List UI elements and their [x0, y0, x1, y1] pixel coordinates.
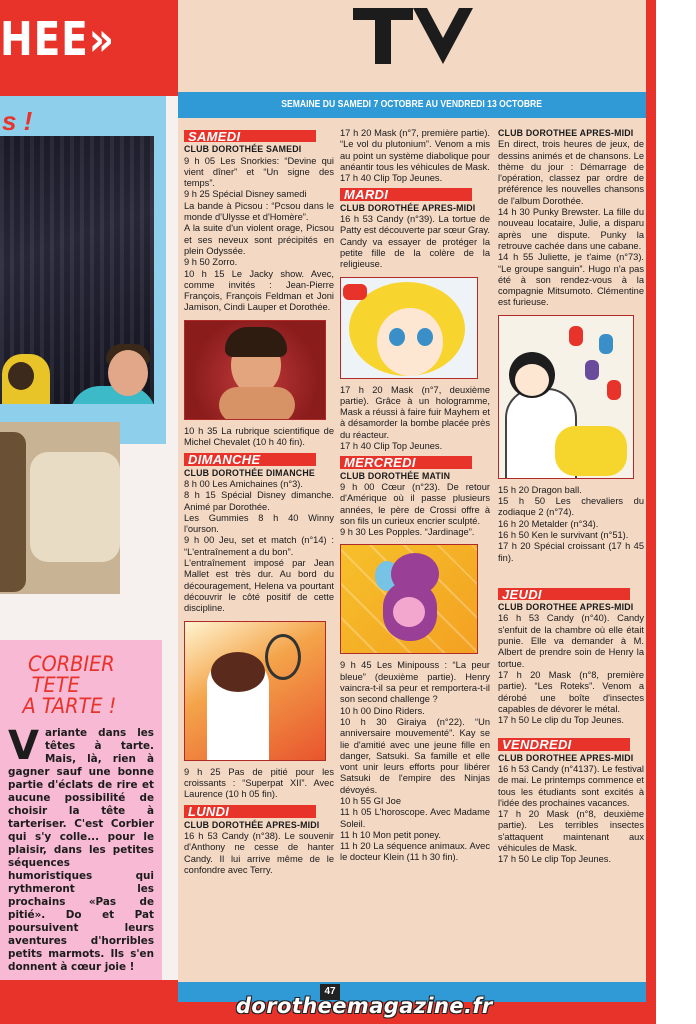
listing-item: 9 h 25 Spécial Disney samedi [184, 189, 307, 200]
listing-item: 10 h 15 Le Jacky show. Avec, comme invités : Jean-Pierre François, François Feldman et Joni Jamison, Cindi Lauper et Dorothée. [184, 268, 334, 313]
listing-item: 11 h 20 La séquence animaux. Avec le docteur Klein (11 h 30 fin). [340, 841, 490, 863]
listing-item: 17 h 50 Le clip du Top Jeunes. [498, 715, 624, 726]
listing-item: En direct, trois heures de jeux, de dessins animés et de chansons. Le thème du jour : Démarrage de l'opération, classez par ordre de préférence les nouvelles chansons de l'album Dorothée. [498, 139, 644, 206]
listing-item: 17 h 20 Mask (n°7, première partie). “Le vol du plutonium”. Venom a mis au point un système diabolique pour anéantir tous les véhicules de Mask. [340, 128, 490, 172]
club-title: CLUB DOROTHÉE MATIN [340, 470, 451, 481]
blue-article-fragment: s ! [2, 106, 33, 136]
tv-logo-icon [353, 8, 473, 64]
page-number: 47 [320, 984, 340, 1000]
club-title: CLUB DOROTHEE APRES-MIDI [498, 752, 634, 763]
listing-item: 10 h 30 Giraiya (n°22). “Un anniversaire mouvementé”. Kay se lie d'amitié avec une jeune fille en danger, Satsuki. Sa famille et elle vont unir leurs efforts pour libérer Satsuki de l'empire des Ninjas dévoyés. [340, 716, 490, 795]
listing-item: 16 h 53 Candy (n°4137). Le festival de mai. Le printemps commence et tous les étudiants sont excités à l'idée des prochaines vacances. [498, 763, 644, 808]
week-banner: SEMAINE DU SAMEDI 7 OCTOBRE AU VENDREDI 13 OCTOBRE [178, 92, 646, 118]
right-red-border [646, 0, 656, 1024]
popples-image [340, 544, 478, 654]
scientist-photo [184, 320, 326, 420]
tv-listings-page [178, 0, 646, 1024]
listing-item: A la suite d'un violent orage, Picsou et ses neveux sont précipités en plein Odyssée. [184, 223, 334, 256]
tennis-anime-image [184, 621, 326, 761]
listing-item: 16 h 53 Candy (n°40). Candy s'enfuit de la chambre où elle était punie. Elle va demander à M. Albert de prendre soin de Henry la tortue. [498, 613, 644, 669]
club-title: CLUB DOROTHÉE SAMEDI [184, 144, 302, 155]
listing-item: 9 h 00 Jeu, set et match (n°14) : “L'entraînement a du bon”. [184, 535, 334, 557]
listing-item: 9 h 45 Les Minipouss : “La peur bleue” (deuxième partie). Henry vaincra-t-il sa peur et remportera-t-il son second challenge ? [340, 660, 490, 705]
day-header-samedi: SAMEDI [184, 130, 316, 142]
listing-item: 8 h 00 Les Amichaines (n°3). [184, 478, 303, 489]
club-title: CLUB DOROTHEE APRES-MIDI [498, 602, 634, 613]
day-header-vendredi: VENDREDI [498, 738, 630, 750]
day-header-dimanche: DIMANCHE [184, 453, 316, 465]
listing-item: 17 h 20 Mask (n°8, deuxième partie). Les terribles insectes s'attaquent maintenant aux véhicules de Mask. [498, 809, 644, 854]
corbier-sidebar [0, 640, 162, 980]
listing-item: 17 h 40 Clip Top Jeunes. [340, 441, 443, 452]
previous-page-title: HEE» [0, 12, 115, 66]
listing-item: 9 h 05 Les Snorkies: “Devine qui vient dîner” et “Un signe des temps”. [184, 155, 334, 189]
listing-item: 15 h 20 Dragon ball. [498, 484, 582, 495]
column-2 [340, 128, 490, 864]
listing-item: 11 h 10 Mon petit poney. [340, 829, 441, 840]
day-header-mardi: MARDI [340, 188, 472, 200]
listing-item: 14 h 30 Punky Brewster. La fille du nouveau locataire, Julie, a disparu après une dispute. Punky la retrouve cachée dans une cabane. [498, 207, 644, 251]
day-header-lundi: LUNDI [184, 805, 316, 817]
listing-item: 10 h 35 La rubrique scientifique de Michel Chevalet (10 h 40 fin). [184, 425, 334, 448]
candy-anime-image [340, 277, 478, 379]
listing-item: L'entraînement imposé par Jean Mallet est très dur. Au bord du découragement, Helena va pourtant découvrir le côté positif de cette discipline. [184, 558, 334, 614]
column-1 [184, 128, 334, 876]
listing-item: 9 h 00 Cœur (n°23). De retour d'Amérique où il passe plusieurs années, le père de Crossi offre à son fils un curieux encrier sculpté. [340, 481, 490, 526]
listing-item: 16 h 53 Candy (n°38). Le souvenir d'Anthony ne cesse de hanter Candy. Il lui arrive même de le confondre avec Terry. [184, 830, 334, 875]
studio-photo [0, 136, 154, 404]
couch-photo [0, 422, 120, 594]
listing-item: La bande à Picsou : “Pcsou dans le monde d'Ulysse et d'Homère”. [184, 200, 334, 223]
corbier-title: CORBIER TETE A TARTE ! [22, 652, 117, 718]
listing-item: 9 h 25 Pas de pitié pour les croissants : “Superpat XII”. Avec Laurence (10 h 05 fin). [184, 766, 334, 800]
day-header-mercredi: MERCREDI [340, 456, 472, 468]
previous-page-title-band [0, 0, 178, 96]
listing-item: 9 h 50 Zorro. [184, 257, 238, 268]
club-title: CLUB DOROTHÉE APRES-MIDI [340, 202, 476, 213]
listing-item: 11 h 05 L'horoscope. Avec Madame Soleil. [340, 807, 490, 829]
watermark: dorotheemagazine.fr [236, 994, 493, 1018]
listing-item: 16 h 53 Candy (n°39). La tortue de Patty est découverte par sœur Gray. Candy va essayer de protéger la petite fille de la colère de la religieuse. [340, 214, 490, 270]
listing-item: 17 h 40 Clip Top Jeunes. [340, 173, 443, 184]
footer-red-left [0, 980, 178, 1024]
club-title: CLUB DOROTHÉE DIMANCHE [184, 467, 315, 478]
listing-item: 16 h 50 Ken le survivant (n°51). [498, 529, 629, 540]
listing-item: 10 h 00 Dino Riders. [340, 705, 425, 716]
listing-item: 9 h 30 Les Popples. “Jardinage”. [340, 527, 475, 538]
listing-item: 17 h 50 Le clip Top Jeunes. [498, 854, 612, 865]
listing-item: 17 h 20 Mask (n°7, deuxième partie). Grâce à un hologramme, Mask a réussi à faire fuir Mayhem et à désamorder la bombe placée près du réacteur. [340, 384, 490, 440]
listing-item: 17 h 20 Spécial croissant (17 h 45 fin). [498, 541, 644, 563]
listing-item: 14 h 55 Juliette, je t'aime (n°73). “Le groupe sanguin”. Hugo n'a pas été à son rendez-vous à la compagnie Mitsumoto. Clémentine est furieuse. [498, 252, 644, 308]
club-title: CLUB DOROTHÉE APRES-MIDI [184, 819, 320, 830]
listing-item: 8 h 15 Spécial Disney dimanche. Animé par Dorothée. [184, 490, 334, 512]
listing-item: 15 h 50 Les chevaliers du zodiaque 2 (n°74). [498, 496, 644, 518]
column-3 [498, 128, 644, 866]
listing-item: 10 h 55 GI Joe [340, 795, 401, 806]
club-title: CLUB DOROTHEE APRES-MIDI [498, 128, 634, 138]
corbier-body: Variante dans les têtes à tarte. Mais, là, rien à gagner sauf une bonne partie d'éclats de rire et aucune possibilité de choisir la tête à tarteriser. C'est Corbier qui s'y colle... pour le plaisir, dans les petites séquences humoristiques qui rythmeront les prochains «Pas de pitié». Do et Pat poursuivent leurs aventures d'horribles petits marmots. Ils s'en donnent à cœur joie ! [8, 723, 154, 973]
day-header-jeudi: JEUDI [498, 588, 630, 600]
drop-cap: V [8, 723, 39, 769]
listing-item: Les Gummies 8 h 40 Winny l'ourson. [184, 512, 334, 535]
listing-item: 16 h 20 Metalder (n°34). [498, 518, 599, 529]
ranma-anime-image [498, 315, 634, 479]
listing-item: 17 h 20 Mask (n°8, première partie). “Les Roteks”. Venom a dérobé une boîte d'insectes capables de dévorer le métal. [498, 669, 644, 714]
